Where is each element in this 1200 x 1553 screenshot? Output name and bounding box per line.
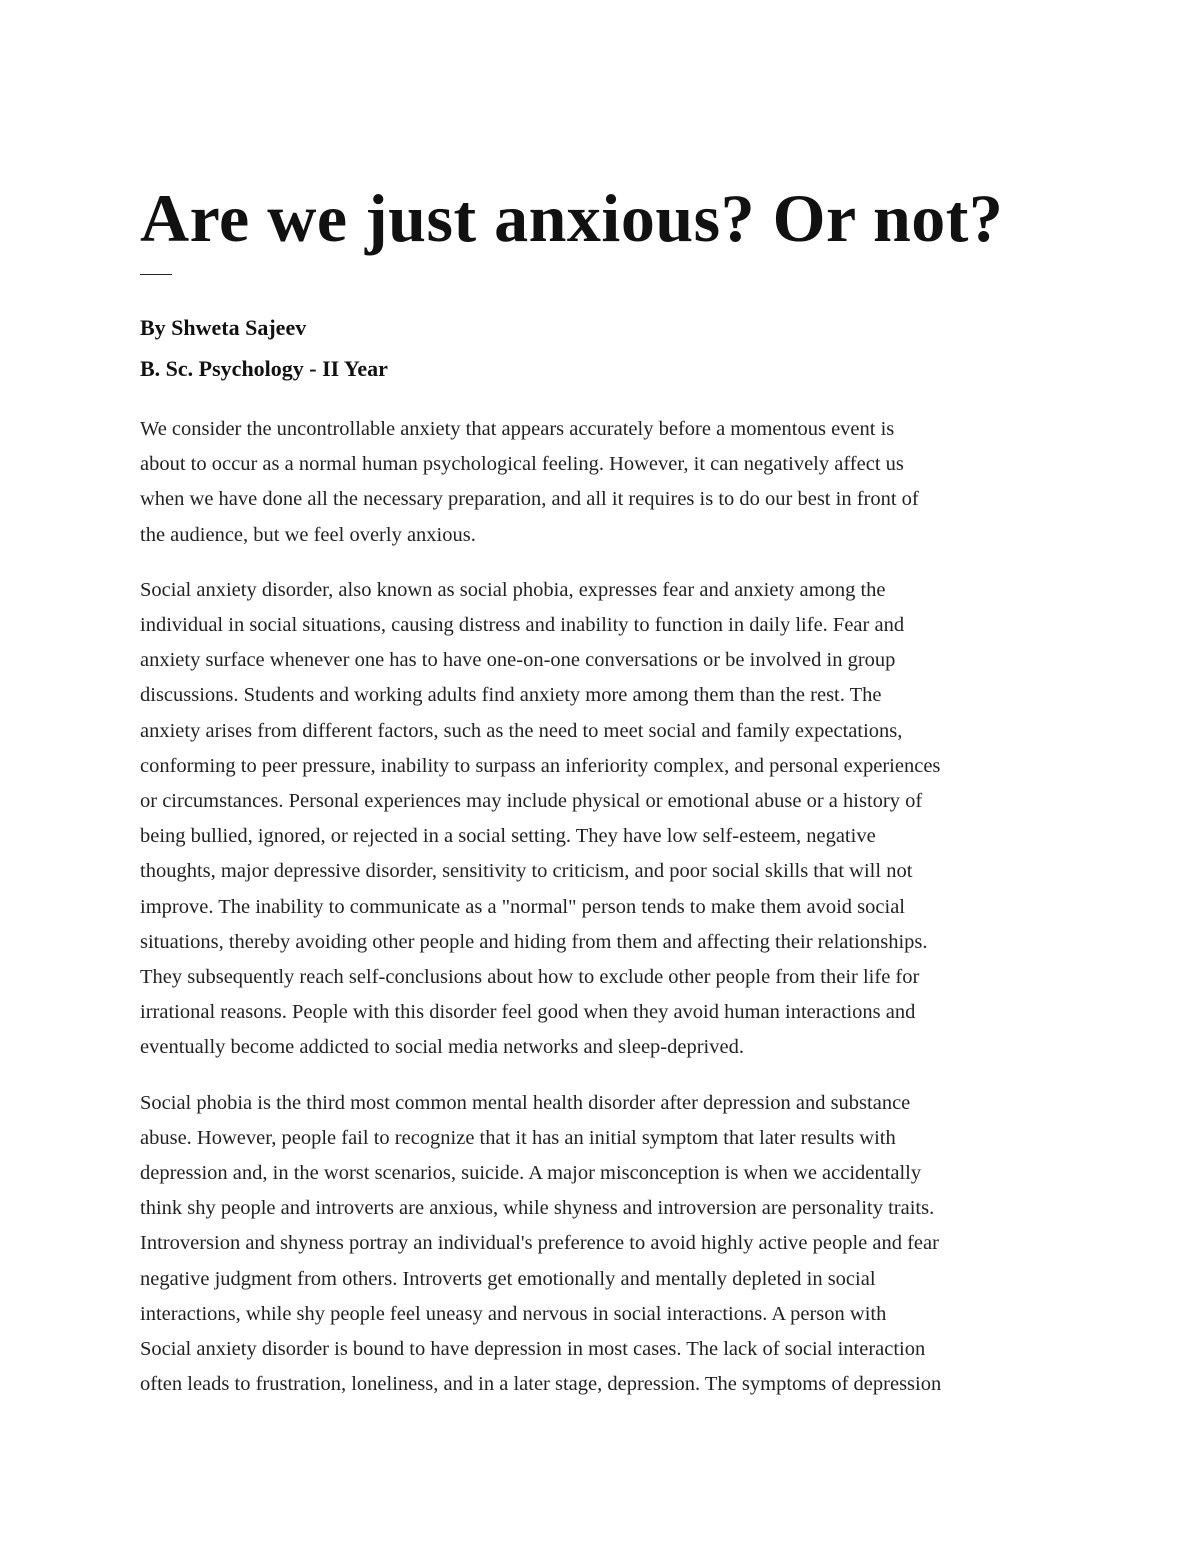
text-line: individual in social situations, causing distress and inability to function in daily life. Fear and — [140, 614, 905, 637]
text-line: or circumstances. Personal experiences may include physical or emotional abuse or a history of — [140, 790, 923, 813]
text-line: discussions. Students and working adults find anxiety more among them than the rest. The — [140, 684, 882, 707]
text-line: improve. The inability to communicate as a "normal" person tends to make them avoid social — [140, 895, 905, 918]
text-line: Social anxiety disorder is bound to have depression in most cases. The lack of social interaction — [140, 1338, 926, 1361]
author-course: B. Sc. Psychology - II Year — [140, 356, 388, 381]
text-line: situations, thereby avoiding other people and hiding from them and affecting their relationships. — [140, 930, 928, 953]
text-line: eventually become addicted to social media networks and sleep-deprived. — [140, 1036, 744, 1059]
text-line: depression and, in the worst scenarios, suicide. A major misconception is when we accidentally — [140, 1162, 922, 1185]
text-line: being bullied, ignored, or rejected in a social setting. They have low self-esteem, negative — [140, 825, 876, 848]
text-line: We consider the uncontrollable anxiety that appears accurately before a momentous event is — [140, 418, 895, 440]
text-line: Social phobia is the third most common mental health disorder after depression and substance — [140, 1091, 911, 1114]
text-line: Introversion and shyness portray an individual's preference to avoid highly active people and fear — [140, 1232, 939, 1255]
text-line: when we have done all the necessary preparation, and all it requires is to do our best in front of — [140, 488, 919, 511]
text-line: think shy people and introverts are anxious, while shyness and introversion are personality traits. — [140, 1197, 935, 1220]
text-line: interactions, while shy people feel uneasy and nervous in social interactions. A person with — [140, 1302, 887, 1325]
text-line: abuse. However, people fail to recognize that it has an initial symptom that later results with — [140, 1126, 896, 1149]
text-line: about to occur as a normal human psychological feeling. However, it can negatively affect us — [140, 453, 904, 476]
text-line: often leads to frustration, loneliness, and in a later stage, depression. The symptoms of depression — [140, 1373, 942, 1396]
text-line: negative judgment from others. Introverts get emotionally and mentally depleted in social — [140, 1267, 876, 1290]
text-line: the audience, but we feel overly anxious. — [140, 523, 476, 546]
text-line: thoughts, major depressive disorder, sensitivity to criticism, and poor social skills that will not — [140, 860, 913, 883]
paragraph-1 — [140, 412, 1070, 553]
author-byline: By Shweta Sajeev — [140, 315, 307, 340]
paragraph-3 — [140, 1086, 1070, 1403]
text-line: irrational reasons. People with this disorder feel good when they avoid human interactions and — [140, 1001, 916, 1024]
text-line: conforming to peer pressure, inability to surpass an inferiority complex, and personal experiences — [140, 754, 941, 777]
document-title: Are we just anxious? Or not? — [140, 180, 1004, 256]
paragraph-2 — [140, 573, 1070, 1066]
title-underline-rule — [140, 274, 172, 275]
text-line: anxiety arises from different factors, such as the need to meet social and family expectations, — [140, 719, 903, 742]
text-line: anxiety surface whenever one has to have one-on-one conversations or be involved in group — [140, 649, 896, 672]
text-line: They subsequently reach self-conclusions about how to exclude other people from their life for — [140, 966, 920, 989]
text-line: Social anxiety disorder, also known as social phobia, expresses fear and anxiety among the — [140, 578, 886, 601]
article-body — [140, 412, 1070, 1422]
